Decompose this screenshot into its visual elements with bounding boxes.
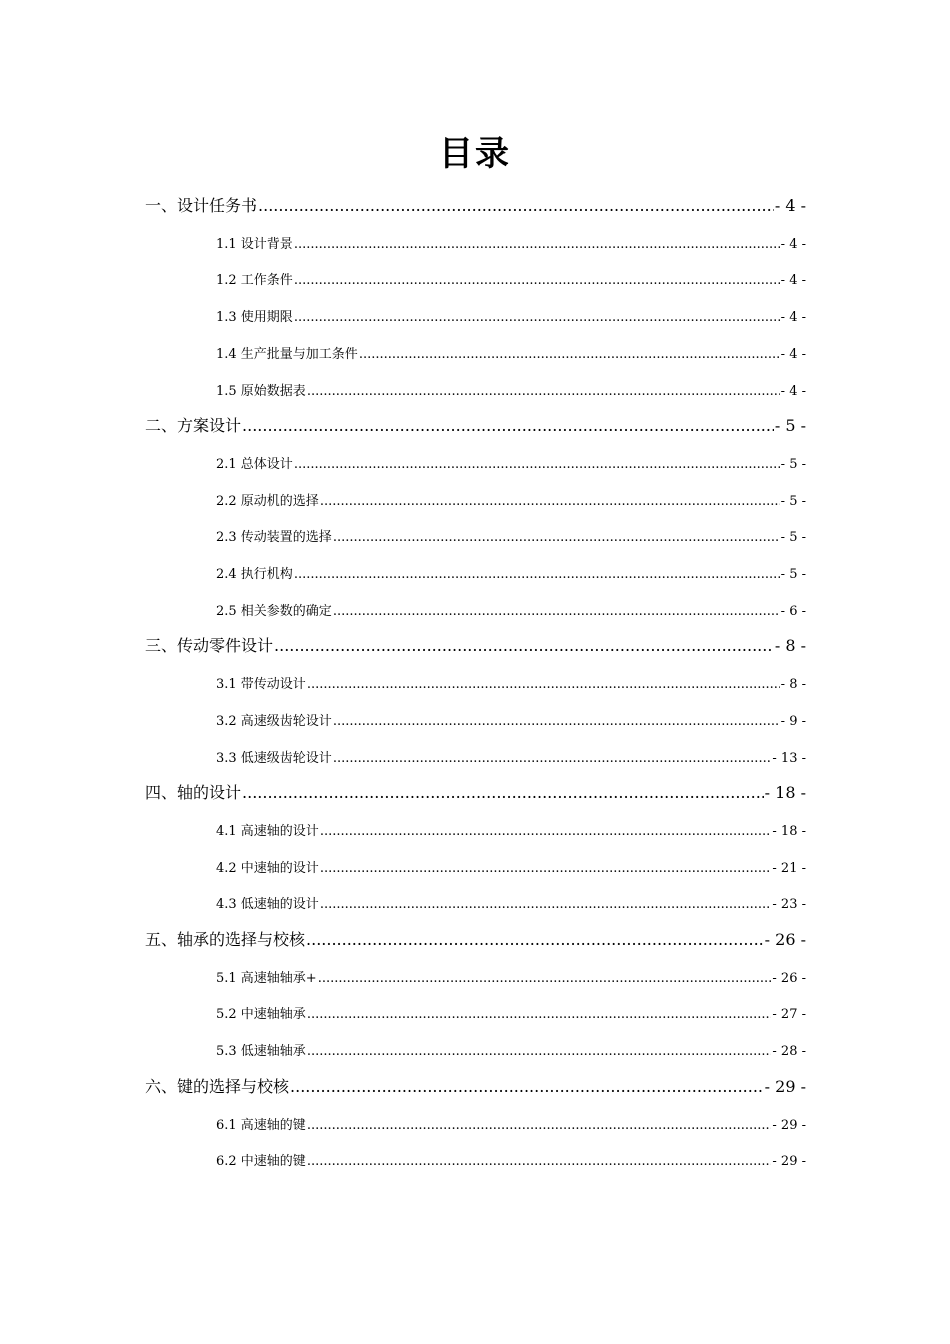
toc-entry[interactable] [216,565,806,585]
toc-entry[interactable] [216,712,806,732]
toc-entry[interactable] [216,235,806,255]
toc-leader-dots [307,1152,772,1172]
toc-entry-label: 5.3 低速轴轴承 [216,1044,306,1060]
toc-leader-dots [290,1075,764,1099]
toc-entry-page: - 23 - [772,897,806,913]
toc-entry-page: - 5 - [780,493,806,509]
toc-entry[interactable] [216,822,806,842]
toc-entry-label: 4.3 低速轴的设计 [216,897,319,913]
toc-entry[interactable] [216,1152,806,1172]
toc-entry-page: - 4 - [774,196,806,215]
toc-leader-dots [320,822,772,842]
toc-entry-page: - 13 - [772,750,806,766]
toc-entry[interactable] [216,345,806,365]
toc-leader-dots [333,749,772,769]
toc-entry-page: - 27 - [772,1007,806,1023]
toc-entry-label: 3.2 高速级齿轮设计 [216,713,332,729]
toc-entry[interactable] [216,528,806,548]
toc-leader-dots [333,528,780,548]
toc-entry-page: - 26 - [764,930,806,949]
toc-entry[interactable] [145,781,806,805]
toc-entry[interactable] [145,634,806,658]
toc-entry-label: 6.2 中速轴的键 [216,1154,306,1170]
toc-entry-page: - 4 - [780,236,806,252]
toc-entry-label: 3.1 带传动设计 [216,677,306,693]
toc-entry[interactable] [216,749,806,769]
toc-entry-label: 2.2 原动机的选择 [216,493,319,509]
toc-entry-label: 2.3 传动装置的选择 [216,530,332,546]
toc-leader-dots [320,859,772,879]
toc-leader-dots [333,602,780,622]
toc-entry-label: 二、方案设计 [145,416,242,436]
toc-entry-page: - 29 - [764,1076,806,1096]
toc-entry-page: - 9 - [780,713,806,729]
toc-leader-dots [307,1116,772,1136]
toc-entry[interactable] [216,492,806,512]
toc-entry-label: 4.1 高速轴的设计 [216,823,319,839]
toc-entry-page: - 29 - [772,1117,806,1133]
toc-entry-page: - 4 - [780,310,806,326]
toc-entry-label: 6.1 高速轴的键 [216,1117,306,1133]
toc-entry-page: - 6 - [780,603,806,619]
toc-entry-page: - 18 - [772,823,806,839]
toc-entry-page: - 8 - [774,636,806,656]
toc-entry-label: 2.5 相关参数的确定 [216,603,332,619]
toc-entry[interactable] [216,675,806,695]
toc-leader-dots [294,565,780,585]
toc-entry-page: - 18 - [764,783,806,803]
toc-title: 目录 [439,134,511,174]
toc-entry[interactable] [216,859,806,879]
toc-entry-label: 五、轴承的选择与校核 [145,930,306,949]
toc-leader-dots [242,414,774,438]
toc-leader-dots [359,345,780,365]
toc-entry-label: 一、设计任务书 [145,196,258,215]
toc-leader-dots [320,895,772,915]
toc-entry-label: 三、传动零件设计 [145,636,274,656]
toc-entry-page: - 5 - [774,416,806,436]
toc-entry-label: 四、轴的设计 [145,783,242,803]
toc-entry-label: 4.2 中速轴的设计 [216,860,319,876]
toc-entry-page: - 5 - [780,530,806,546]
toc-leader-dots [307,675,780,695]
toc-entry[interactable] [216,271,806,291]
toc-entry[interactable] [216,602,806,622]
toc-entry-label: 1.2 工作条件 [216,273,293,289]
toc-entry[interactable] [216,895,806,915]
toc-leader-dots [307,382,780,402]
toc-entry[interactable] [216,1116,806,1136]
toc-entry[interactable] [216,1042,806,1062]
toc-entry-page: - 5 - [780,456,806,472]
toc-entry-label: 5.2 中速轴轴承 [216,1007,306,1023]
toc-entry-page: - 29 - [772,1154,806,1170]
toc-leader-dots [258,194,774,218]
toc-entry-page: - 4 - [780,346,806,362]
toc-entry[interactable] [216,1005,806,1025]
toc-entry-page: - 4 - [780,273,806,289]
toc-leader-dots [307,1042,772,1062]
toc-entry-label: 2.1 总体设计 [216,456,293,472]
toc-entry[interactable] [145,1075,806,1099]
toc-entry[interactable] [216,455,806,475]
toc-entry[interactable] [216,969,806,989]
toc-leader-dots [307,1005,772,1025]
toc-entry-label: 5.1 高速轴轴承+ [216,970,317,986]
toc-entry[interactable] [145,928,806,952]
toc-leader-dots [294,235,780,255]
toc-entry-label: 1.3 使用期限 [216,310,293,326]
toc-entry[interactable] [145,194,806,218]
toc-entry-label: 1.4 生产批量与加工条件 [216,346,358,362]
toc-entry[interactable] [216,308,806,328]
toc-entry-label: 1.1 设计背景 [216,236,293,252]
toc-entry-page: - 21 - [772,860,806,876]
toc-entry-label: 1.5 原始数据表 [216,383,306,399]
toc-entry-label: 2.4 执行机构 [216,567,293,582]
toc-leader-dots [274,634,774,658]
toc-entry-page: - 4 - [780,383,806,399]
toc-entry-page: - 26 - [772,970,806,986]
toc-leader-dots [294,308,780,328]
toc-leader-dots [306,928,764,952]
toc-entry[interactable] [145,414,806,438]
toc-entry-page: - 5 - [780,567,806,582]
toc-leader-dots [294,271,780,291]
toc-entry[interactable] [216,382,806,402]
toc-leader-dots [242,781,764,805]
toc-leader-dots [320,492,780,512]
toc-leader-dots [318,969,772,989]
toc-entry-label: 六、键的选择与校核 [145,1076,290,1096]
toc-entry-page: - 8 - [780,677,806,693]
toc-entry-page: - 28 - [772,1044,806,1060]
toc-leader-dots [294,455,780,475]
toc-leader-dots [333,712,780,732]
toc-entry-label: 3.3 低速级齿轮设计 [216,750,332,766]
